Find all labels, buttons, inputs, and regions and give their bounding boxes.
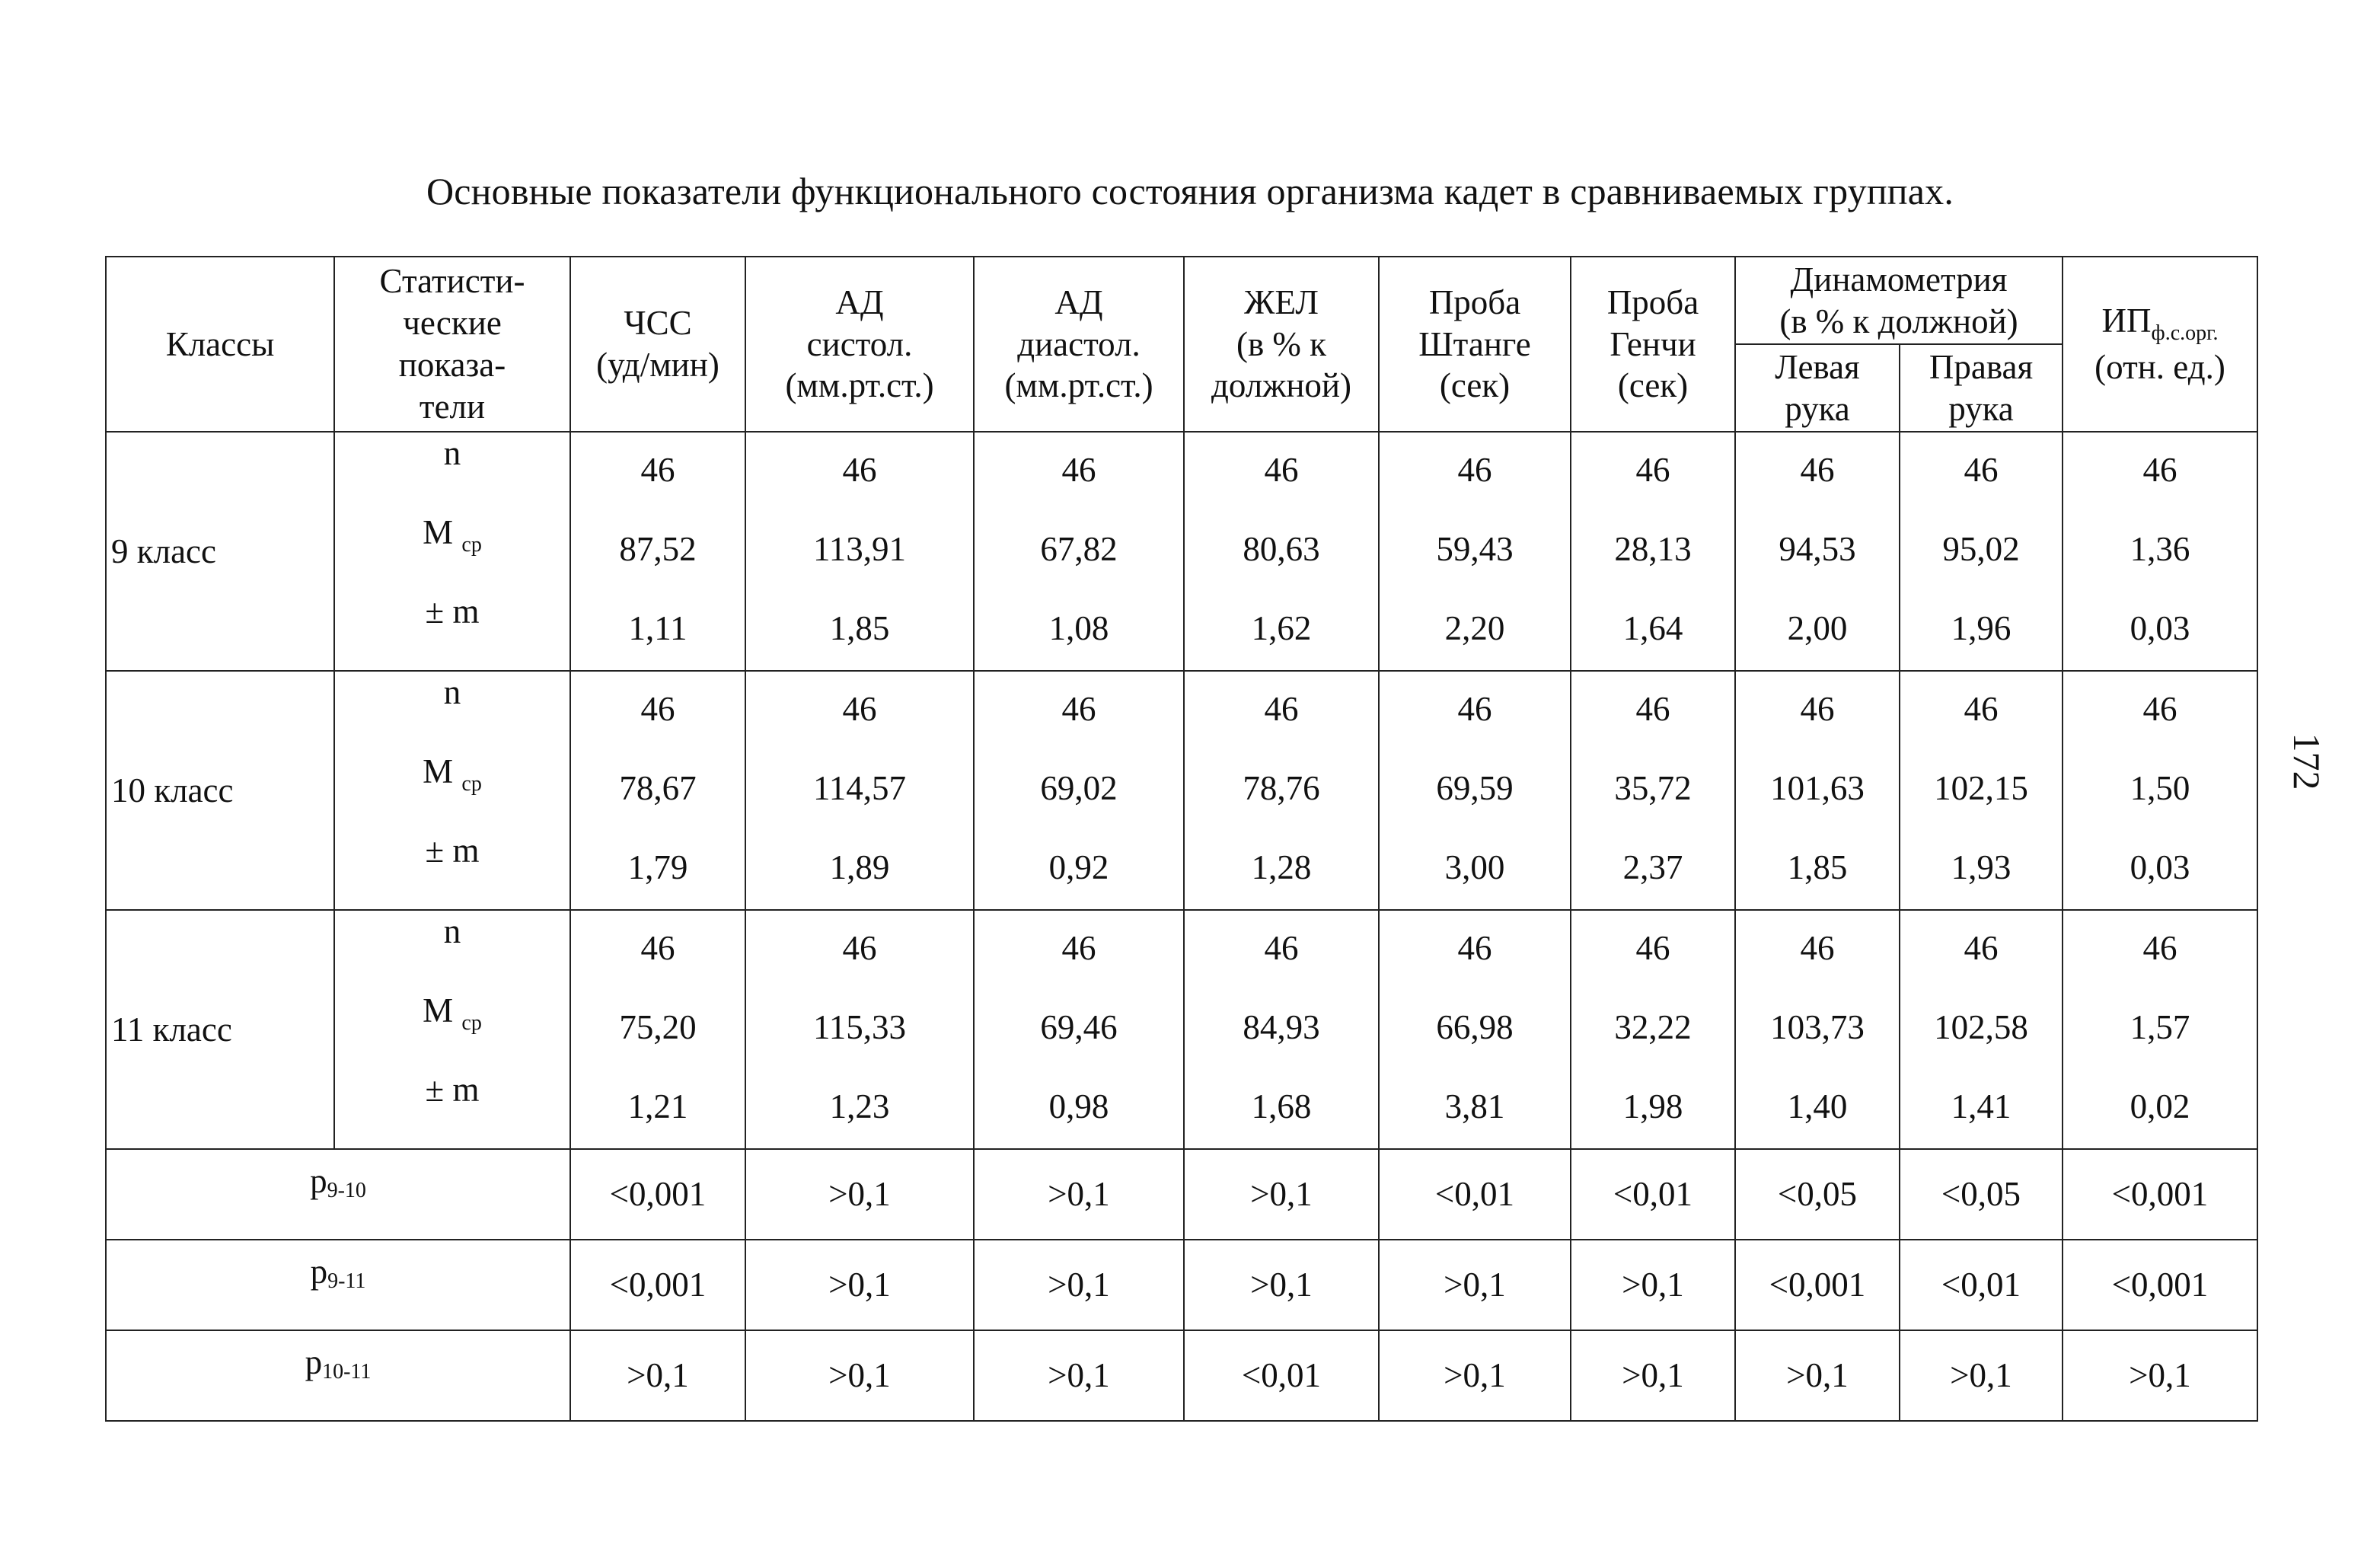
header-stats-line: ческие: [403, 304, 502, 343]
value-cell: [2063, 671, 2257, 910]
header-column: [1571, 257, 1735, 432]
page-title: Основные показатели функционального состояния организма кадет в сравниваемых группах.: [426, 170, 1954, 212]
stat-label-mean-main: M: [423, 752, 462, 790]
value-stack: [1736, 672, 1899, 909]
value: 1,79: [627, 848, 688, 886]
header-stats-line: тели: [419, 387, 486, 426]
p-value: >0,1: [1379, 1330, 1571, 1421]
header-column-line: ЧСС: [624, 304, 692, 343]
value: 35,72: [1614, 769, 1692, 807]
value: 1,23: [829, 1087, 890, 1125]
header-column-line: АД: [835, 283, 884, 321]
value: 1,28: [1251, 848, 1312, 886]
header-ip-unit: (отн. ед.): [2094, 348, 2225, 387]
stat-label-mean: [335, 990, 569, 1036]
header-column-line: систол.: [806, 324, 913, 363]
p-value: >0,1: [1900, 1330, 2063, 1421]
p-value: <0,01: [1900, 1240, 2063, 1330]
p-value: >0,1: [745, 1240, 974, 1330]
header-right-hand-line: Правая: [1929, 347, 2034, 386]
class-name: 10 класс: [106, 671, 334, 910]
value: 46: [1457, 451, 1492, 489]
value-stack: [571, 911, 745, 1148]
value-stack: [1900, 911, 2062, 1148]
p-value: <0,001: [2063, 1240, 2257, 1330]
header-column-line: (мм.рт.ст.): [785, 366, 934, 405]
value: 46: [1964, 690, 1999, 728]
value-cell: [1379, 910, 1571, 1149]
value: 46: [1061, 451, 1096, 489]
header-stats-line: Статисти-: [379, 262, 525, 301]
value-stack: [746, 433, 973, 670]
value: 46: [1635, 929, 1670, 967]
value-cell: [1184, 671, 1379, 910]
class-name: 9 класс: [106, 432, 334, 671]
value: 1,85: [829, 609, 890, 647]
p-label-sub: 9-11: [327, 1269, 366, 1293]
value-cell: [2063, 910, 2257, 1149]
value-cell: [1735, 910, 1900, 1149]
p-label: [106, 1149, 570, 1240]
group-row: [106, 910, 2257, 1149]
p-value: <0,001: [570, 1240, 745, 1330]
value: 46: [1964, 929, 1999, 967]
p-value: >0,1: [1379, 1240, 1571, 1330]
header-classes: Классы: [106, 257, 334, 432]
header-ip: [2063, 257, 2257, 432]
header-right-hand: [1900, 344, 2063, 432]
value-stack: [2063, 433, 2257, 670]
header-column-line: (сек): [1439, 366, 1511, 405]
value: 87,52: [619, 530, 697, 568]
header-column-line: (сек): [1617, 366, 1689, 405]
value: 46: [1061, 690, 1096, 728]
header-column-line: Проба: [1606, 283, 1699, 321]
value-stack: [975, 672, 1183, 909]
header-column-line: диастол.: [1017, 324, 1141, 363]
value: 0,02: [2130, 1087, 2190, 1125]
group-row: [106, 671, 2257, 910]
stat-label-mean: [335, 512, 569, 558]
header-dynamometry-line: (в % к должной): [1779, 302, 2018, 340]
value-cell: [1900, 432, 2063, 671]
value: 1,36: [2130, 530, 2190, 568]
value-stack: [1571, 433, 1734, 670]
value: 28,13: [1614, 530, 1692, 568]
p-value: >0,1: [1735, 1330, 1900, 1421]
value-cell: [570, 910, 745, 1149]
value: 46: [2142, 451, 2177, 489]
header-column-line: Проба: [1428, 283, 1521, 321]
value: 3,00: [1444, 848, 1505, 886]
value-cell: [1571, 910, 1735, 1149]
value: 101,63: [1770, 769, 1865, 807]
value: 2,00: [1787, 609, 1848, 647]
value: 1,21: [627, 1087, 688, 1125]
header-column-line: (в % к: [1236, 324, 1327, 363]
stat-labels-stack: [335, 911, 569, 1148]
header-column-line: АД: [1054, 283, 1103, 321]
value-cell: [1900, 671, 2063, 910]
value-cell: [1571, 432, 1735, 671]
stat-label-error: ± m: [425, 1071, 480, 1109]
value-cell: [2063, 432, 2257, 671]
value: 46: [1800, 451, 1835, 489]
value: 1,57: [2130, 1008, 2190, 1046]
value: 0,92: [1048, 848, 1109, 886]
value: 46: [1800, 929, 1835, 967]
header-column-line: Генчи: [1610, 324, 1696, 363]
header-column-line: должной): [1211, 366, 1351, 405]
p-value: >0,1: [570, 1330, 745, 1421]
value: 78,76: [1243, 769, 1320, 807]
p-row: [106, 1330, 2257, 1421]
value-stack: [1380, 672, 1570, 909]
value: 46: [1264, 690, 1299, 728]
header-ip-title: [2063, 300, 2257, 346]
header-left-hand: [1735, 344, 1900, 432]
value: 46: [1061, 929, 1096, 967]
p-value: >0,1: [1571, 1240, 1735, 1330]
value: 46: [842, 929, 877, 967]
page-number: 172: [2286, 733, 2328, 790]
header-ip-main: ИП: [2101, 301, 2152, 340]
p-value: >0,1: [974, 1149, 1184, 1240]
value: 46: [2142, 690, 2177, 728]
p-value: <0,001: [1735, 1240, 1900, 1330]
value-stack: [1185, 911, 1378, 1148]
stat-label-n: n: [443, 912, 461, 950]
header-column-line: (мм.рт.ст.): [1004, 366, 1153, 405]
stat-label-mean-sub: ср: [461, 772, 482, 796]
stat-label-n: n: [443, 673, 461, 711]
p-row: [106, 1240, 2257, 1330]
value: 84,93: [1243, 1008, 1320, 1046]
value: 46: [842, 451, 877, 489]
header-column: [1379, 257, 1571, 432]
header-column: [974, 257, 1184, 432]
value-cell: [974, 671, 1184, 910]
value-cell: [1379, 432, 1571, 671]
value-stack: [975, 911, 1183, 1148]
value: 2,20: [1444, 609, 1505, 647]
value: 1,68: [1251, 1087, 1312, 1125]
value: 46: [1800, 690, 1835, 728]
value-cell: [745, 432, 974, 671]
value-cell: [1184, 910, 1379, 1149]
stat-labels: [334, 671, 570, 910]
value: 46: [1457, 690, 1492, 728]
value: 46: [640, 929, 675, 967]
p-value: >0,1: [745, 1149, 974, 1240]
value: 1,62: [1251, 609, 1312, 647]
p-value: >0,1: [2063, 1330, 2257, 1421]
value: 46: [1635, 690, 1670, 728]
value: 46: [842, 690, 877, 728]
class-name: 11 класс: [106, 910, 334, 1149]
p-value: <0,05: [1735, 1149, 1900, 1240]
p-label-sub: 9-10: [327, 1179, 366, 1202]
p-value: <0,001: [570, 1149, 745, 1240]
header-dynamometry: [1735, 257, 2063, 344]
value: 75,20: [619, 1008, 697, 1046]
value: 46: [1264, 929, 1299, 967]
value-stack: [571, 433, 745, 670]
value: 102,15: [1934, 769, 2028, 807]
header-right-hand-line: рука: [1948, 389, 2014, 428]
value: 113,91: [812, 530, 907, 568]
value: 80,63: [1243, 530, 1320, 568]
p-value: <0,01: [1571, 1149, 1735, 1240]
value: 67,82: [1040, 530, 1118, 568]
value-cell: [570, 432, 745, 671]
value-cell: [1379, 671, 1571, 910]
value: 0,03: [2130, 609, 2190, 647]
value-cell: [1900, 910, 2063, 1149]
p-value: >0,1: [974, 1240, 1184, 1330]
value: 1,96: [1951, 609, 2012, 647]
stat-labels-stack: [335, 433, 569, 670]
value-stack: [1380, 433, 1570, 670]
stat-labels: [334, 910, 570, 1149]
value-cell: [974, 432, 1184, 671]
p-value: >0,1: [1184, 1240, 1379, 1330]
value: 46: [640, 451, 675, 489]
value: 66,98: [1436, 1008, 1514, 1046]
value-stack: [2063, 911, 2257, 1148]
value: 46: [640, 690, 675, 728]
value-stack: [1900, 433, 2062, 670]
value: 78,67: [619, 769, 697, 807]
value-stack: [571, 672, 745, 909]
header-column: [1184, 257, 1379, 432]
header-dynamometry-line: Динамометрия: [1790, 260, 2008, 298]
value: 46: [1964, 451, 1999, 489]
value: 3,81: [1444, 1087, 1505, 1125]
value: 0,98: [1048, 1087, 1109, 1125]
p-label: [106, 1330, 570, 1421]
value: 46: [2142, 929, 2177, 967]
p-value: <0,001: [2063, 1149, 2257, 1240]
value-stack: [1900, 672, 2062, 909]
value: 46: [1457, 929, 1492, 967]
value-stack: [1736, 911, 1899, 1148]
value: 1,64: [1622, 609, 1683, 647]
value-cell: [745, 671, 974, 910]
stat-label-error: ± m: [425, 592, 480, 630]
stat-label-mean-sub: ср: [461, 1011, 482, 1035]
value-cell: [1184, 432, 1379, 671]
value: 95,02: [1942, 530, 2020, 568]
header-ip-sub: ф.с.орг.: [2151, 321, 2219, 345]
value: 1,08: [1048, 609, 1109, 647]
value: 103,73: [1770, 1008, 1865, 1046]
stat-label-mean-main: M: [423, 991, 462, 1029]
value-stack: [1571, 911, 1734, 1148]
value-stack: [1185, 672, 1378, 909]
value-stack: [746, 911, 973, 1148]
value: 46: [1635, 451, 1670, 489]
value-stack: [1185, 433, 1378, 670]
header-left-hand-line: рука: [1785, 389, 1850, 428]
p-label-main: p: [310, 1253, 328, 1291]
p-value: >0,1: [974, 1330, 1184, 1421]
value: 1,85: [1787, 848, 1848, 886]
header-left-hand-line: Левая: [1775, 347, 1860, 386]
header-column-line: ЖЕЛ: [1244, 283, 1319, 321]
value: 69,02: [1040, 769, 1118, 807]
value: 94,53: [1779, 530, 1856, 568]
p-label-sub: 10-11: [322, 1360, 372, 1384]
header-column: [745, 257, 974, 432]
stat-label-mean: [335, 751, 569, 797]
stat-label-error: ± m: [425, 832, 480, 870]
header-column-line: Штанге: [1418, 324, 1531, 363]
header-stats-line: показа-: [398, 346, 506, 384]
value: 69,59: [1436, 769, 1514, 807]
value-stack: [746, 672, 973, 909]
stat-label-n: n: [443, 434, 461, 472]
value-cell: [745, 910, 974, 1149]
value: 1,41: [1951, 1087, 2012, 1125]
value: 102,58: [1934, 1008, 2028, 1046]
p-value: <0,01: [1184, 1330, 1379, 1421]
value: 1,93: [1951, 848, 2012, 886]
value-cell: [1571, 671, 1735, 910]
header-stats: [334, 257, 570, 432]
stat-labels-stack: [335, 672, 569, 909]
p-value: >0,1: [745, 1330, 974, 1421]
indicators-table: [105, 256, 2258, 1422]
p-value: >0,1: [1184, 1149, 1379, 1240]
header-column-line: (уд/мин): [596, 346, 719, 384]
stat-label-mean-main: M: [423, 513, 462, 551]
p-label-main: p: [310, 1162, 327, 1200]
header-row: [106, 257, 2257, 344]
value: 0,03: [2130, 848, 2190, 886]
p-label-main: p: [305, 1343, 323, 1381]
value: 115,33: [812, 1008, 907, 1046]
value-stack: [1736, 433, 1899, 670]
stat-label-mean-sub: ср: [461, 533, 482, 557]
value-cell: [570, 671, 745, 910]
p-value: <0,05: [1900, 1149, 2063, 1240]
value: 32,22: [1614, 1008, 1692, 1046]
value: 46: [1264, 451, 1299, 489]
group-row: [106, 432, 2257, 671]
value-stack: [975, 433, 1183, 670]
value: 1,40: [1787, 1087, 1848, 1125]
p-value: <0,01: [1379, 1149, 1571, 1240]
p-label: [106, 1240, 570, 1330]
value-cell: [974, 910, 1184, 1149]
value: 2,37: [1622, 848, 1683, 886]
header-column: [570, 257, 745, 432]
value-cell: [1735, 432, 1900, 671]
value: 1,50: [2130, 769, 2190, 807]
value: 114,57: [812, 769, 907, 807]
value: 59,43: [1436, 530, 1514, 568]
value-cell: [1735, 671, 1900, 910]
value: 1,11: [628, 609, 688, 647]
stat-labels: [334, 432, 570, 671]
value-stack: [2063, 672, 2257, 909]
value: 69,46: [1040, 1008, 1118, 1046]
value-stack: [1380, 911, 1570, 1148]
p-value: >0,1: [1571, 1330, 1735, 1421]
value-stack: [1571, 672, 1734, 909]
value: 1,89: [829, 848, 890, 886]
p-row: [106, 1149, 2257, 1240]
value: 1,98: [1622, 1087, 1683, 1125]
